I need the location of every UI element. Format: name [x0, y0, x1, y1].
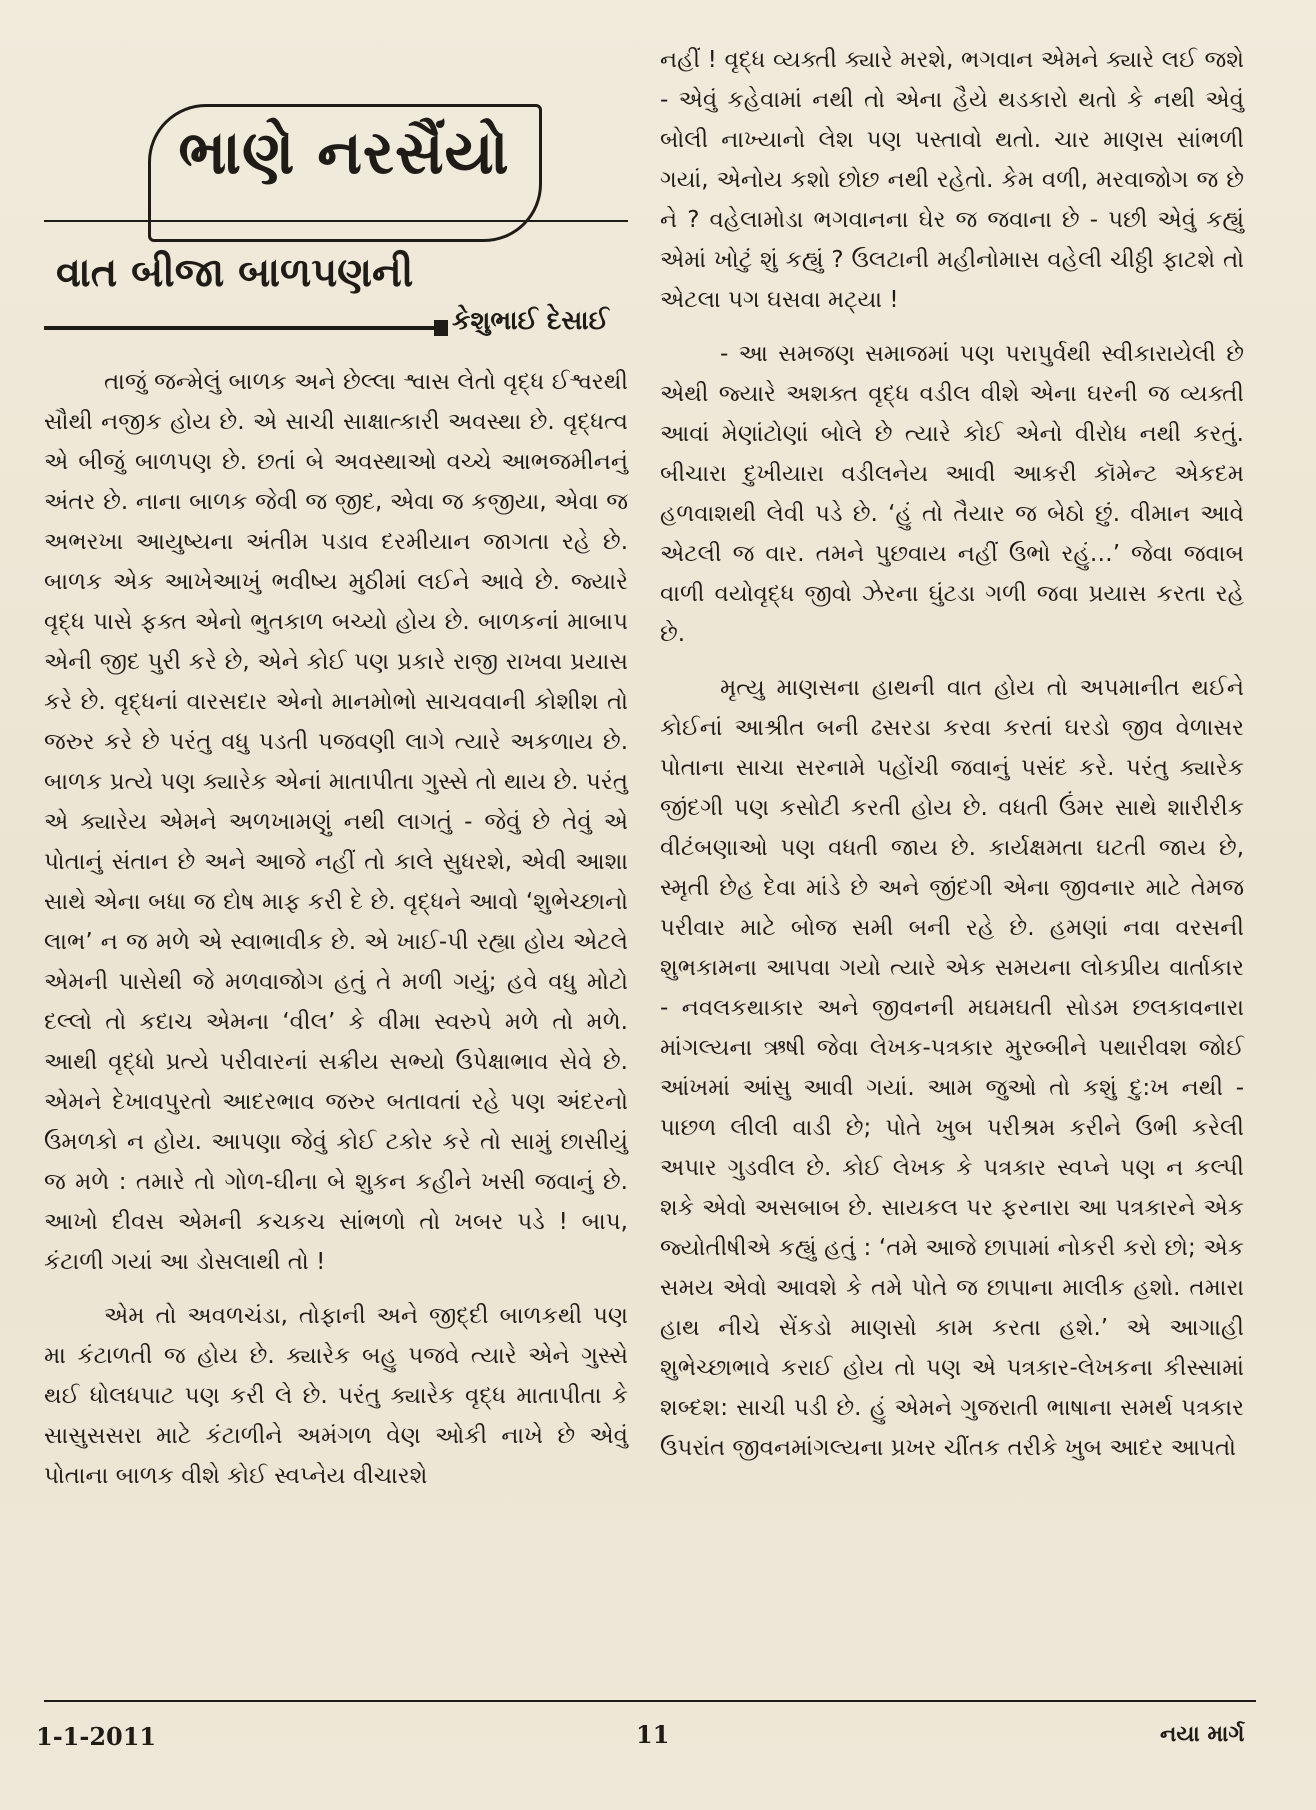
footer-divider [44, 1700, 1256, 1702]
page-number: 11 [636, 1720, 670, 1749]
article-byline: કેશુભાઈ દેસાઈ [452, 306, 609, 336]
issue-date: 1-1-2011 [36, 1722, 157, 1751]
masthead-divider [44, 220, 628, 222]
byline-rule [44, 326, 434, 330]
right-paragraph-1: નહીં ! વૃદ્ધ વ્યક્તી ક્યારે મરશે, ભગવાન એમને ક્યારે લઈ જશે - એવું કહેવામાં નથી તો એના હૈયે થડકારો થતો કે નથી એવું બોલી નાખ્યાનો લેશ પણ પસ્તાવો થતો. ચાર માણસ સાંભળી ગયાં, એનોય કશો છોછ નથી રહેતો. કેમ વળી, મરવાજોગ જ છે ને ? વહેલામોડા ભગવાનના ઘેર જ જવાના છે - પછી એવું કહ્યું એમાં ખોટું શું કહ્યું ? ઉલટાની મહીનોમાસ વહેલી ચીઠ્ઠી ફાટશે તો એટલા પગ ઘસવા મટ્યા ! [660, 47, 1244, 313]
column-masthead [44, 36, 628, 266]
right-column-text [660, 40, 1244, 1482]
left-column-text [44, 362, 628, 1510]
right-paragraph-3: મૃત્યુ માણસના હાથની વાત હોય તો અપમાનીત થઈને કોઈનાં આશ્રીત બની ઢસરડા કરવા કરતાં ઘરડો જીવ વેળાસર પોતાના સાચા સરનામે પહોંચી જવાનું પસંદ કરે. પરંતુ ક્યારેક જીંદગી પણ કસોટી કરતી હોય છે. વધતી ઉંમર સાથે શારીરીક વીટંબણાઓ પણ વધતી જાય છે. કાર્યક્ષમતા ઘટતી જાય છે, સ્મૃતી છેહ દેવા માંડે છે અને જીંદગી એના જીવનાર માટે તેમજ પરીવાર માટે બોજ સમી બની રહે છે. હમણાં નવા વરસની શુભકામના આપવા ગયો ત્યારે એક સમયના લોકપ્રીય વાર્તાકાર - નવલકથાકાર અને જીવનની મઘમઘતી સોડમ છલકાવનારા માંગલ્યના ઋષી જેવા લેખક-પત્રકાર મુરબ્બીને પથારીવશ જોઈ આંખમાં આંસુ આવી ગયાં. આમ જુઓ તો કશું દુ:ખ નથી - પાછળ લીલી વાડી છે; પોતે ખુબ પરીશ્રમ કરીને ઉભી કરેલી અપાર ગુડવીલ છે. કોઈ લેખક કે પત્રકાર સ્વપ્ને પણ ન કલ્પી શકે એવો અસબાબ છે. સાયકલ પર ફરનારા આ પત્રકારને એક જ્યોતીષીએ કહ્યું હતું : ‘તમે આજે છાપામાં નોકરી કરો છો; એક સમય એવો આવશે કે તમે પોતે જ છાપાના માલીક હશો. તમારા હાથ નીચે સેંકડો માણસો કામ કરતા હશે.’ એ આગાહી શુભેચ્છાભાવે કરાઈ હોય તો પણ એ પત્રકાર-લેખકના કીસ્સામાં શબ્દશ: સાચી પડી છે. હું એમને ગુજરાતી ભાષાના સમર્થ પત્રકાર ઉપરાંત જીવનમાંગલ્યના પ્રખર ચીંતક તરીકે ખુબ આદર આપતો [660, 675, 1244, 1461]
left-paragraph-1: તાજું જન્મેલું બાળક અને છેલ્લા શ્વાસ લેતો વૃદ્ધ ઈશ્વરથી સૌથી નજીક હોય છે. એ સાચી સાક્ષાત્કારી અવસ્થા છે. વૃદ્ધત્વ એ બીજું બાળપણ છે. છતાં બે અવસ્થાઓ વચ્ચે આભજમીનનું અંતર છે. નાના બાળક જેવી જ જીદ, એવા જ કજીયા, એવા જ અભરખા આયુષ્યના અંતીમ પડાવ દરમીયાન જાગતા રહે છે. બાળક એક આખેઆખું ભવીષ્ય મુઠીમાં લઈને આવે છે. જ્યારે વૃદ્ધ પાસે ફક્ત એનો ભુતકાળ બચ્યો હોય છે. બાળકનાં માબાપ એની જીદ પુરી કરે છે, એને કોઈ પણ પ્રકારે રાજી રાખવા પ્રયાસ કરે છે. વૃદ્ધનાં વારસદાર એનો માનમોભો સાચવવાની કોશીશ તો જરુર કરે છે પરંતુ વધુ પડતી પજવણી લાગે ત્યારે અકળાય છે. બાળક પ્રત્યે પણ ક્યારેક એનાં માતાપીતા ગુસ્સે તો થાય છે. પરંતુ એ ક્યારેય એમને અળખામણું નથી લાગતું - જેવું છે તેવું એ પોતાનું સંતાન છે અને આજે નહીં તો કાલે સુધરશે, એવી આશા સાથે એના બધા જ દોષ માફ કરી દે છે. વૃદ્ધને આવો ‘શુભેચ્છાનો લાભ’ ન જ મળે એ સ્વાભાવીક છે. એ ખાઈ-પી રહ્યા હોય એટલે એમની પાસેથી જે મળવાજોગ હતું તે મળી ગયું; હવે વધુ મોટો દલ્લો તો કદાચ એમના ‘વીલ’ કે વીમા સ્વરુપે મળે તો મળે. આથી વૃદ્ધો પ્રત્યે પરીવારનાં સક્રીય સભ્યો ઉપેક્ષાભાવ સેવે છે. એમને દેખાવપુરતો આદરભાવ જરુર બતાવતાં રહે પણ અંદરનો ઉમળકો ન હોય. આપણા જેવું કોઈ ટકોર કરે તો સામું છાસીયું જ મળે : તમારે તો ગોળ-ઘીના બે શુકન કહીને ખસી જવાનું છે. આખો દીવસ એમની કચકચ સાંભળો તો ખબર પડે ! બાપ, કંટાળી ગયાં આ ડોસલાથી તો ! [44, 369, 628, 1275]
article-title: વાત બીજા બાળપણની [56, 250, 414, 296]
byline-square-marker [434, 320, 448, 336]
magazine-name: નયા માર્ગ [1160, 1722, 1245, 1747]
right-paragraph-2: - આ સમજણ સમાજમાં પણ પરાપુર્વથી સ્વીકારાયેલી છે એથી જ્યારે અશક્ત વૃદ્ધ વડીલ વીશે એના ઘરની જ વ્યક્તી આવાં મેણાંટોણાં બોલે છે ત્યારે કોઈ એનો વીરોધ નથી કરતું. બીચારા દુખીયારા વડીલનેય આવી આકરી કૉમેન્ટ એકદમ હળવાશથી લેવી પડે છે. ‘હું તો તૈયાર જ બેઠો છું. વીમાન આવે એટલી જ વાર. તમને પુછવાય નહીં ઉભો રહું…’ જેવા જવાબ વાળી વયોવૃદ્ધ જીવો ઝેરના ઘુંટડા ગળી જવા પ્રયાસ કરતા રહે છે. [660, 341, 1244, 647]
column-logo-text: ભાણે નરસૈંયો [178, 118, 510, 188]
left-paragraph-2: એમ તો અવળચંડા, તોફાની અને જીદ્દી બાળકથી પણ મા કંટાળતી જ હોય છે. ક્યારેક બહુ પજવે ત્યારે એને ગુસ્સે થઈ ધોલધપાટ પણ કરી લે છે. પરંતુ ક્યારેક વૃદ્ધ માતાપીતા કે સાસુસસરા માટે કંટાળીને અમંગળ વેણ ઓકી નાખે છે એવું પોતાના બાળક વીશે કોઈ સ્વપ્નેય વીચારશે [44, 1303, 628, 1489]
